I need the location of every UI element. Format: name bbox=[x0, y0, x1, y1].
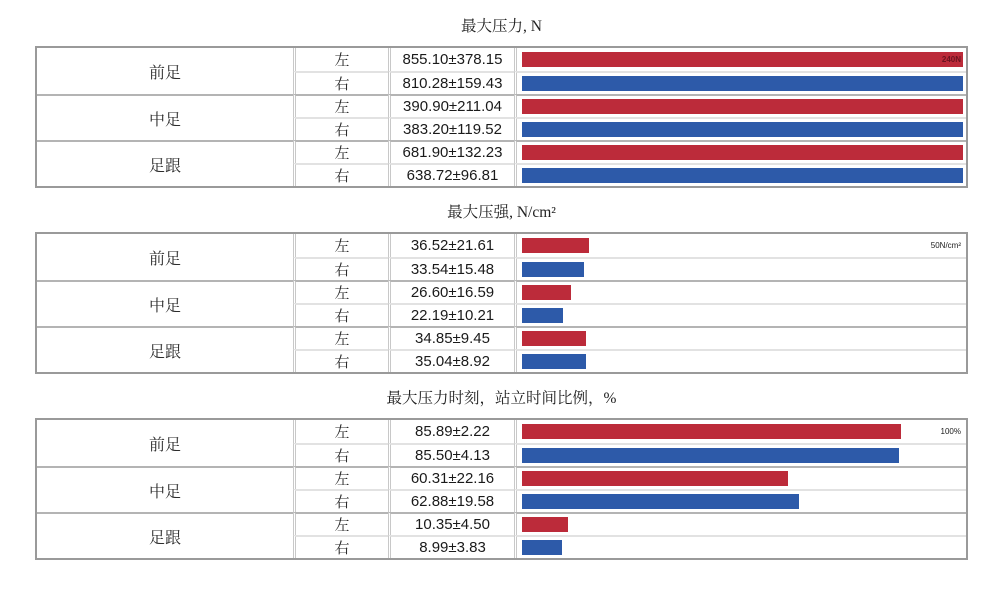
value-cell: 383.20±119.52 bbox=[388, 117, 514, 140]
bar-cell bbox=[514, 94, 966, 117]
left-bar bbox=[522, 145, 963, 160]
side-label: 左 bbox=[293, 512, 388, 535]
right-bar bbox=[522, 494, 799, 509]
right-bar bbox=[522, 168, 963, 183]
bar-cell bbox=[514, 257, 966, 280]
side-label: 左 bbox=[293, 466, 388, 489]
side-label: 右 bbox=[293, 163, 388, 186]
value-cell: 62.88±19.58 bbox=[388, 489, 514, 512]
chart-title: 最大压强, N/cm² bbox=[447, 204, 556, 221]
right-bar bbox=[522, 308, 563, 323]
right-bar bbox=[522, 76, 963, 91]
left-bar bbox=[522, 471, 788, 486]
left-bar bbox=[522, 331, 586, 346]
value-cell: 810.28±159.43 bbox=[388, 71, 514, 94]
region-label: 中足 bbox=[37, 466, 293, 512]
region-label: 前足 bbox=[148, 250, 181, 268]
bar-cell bbox=[514, 48, 966, 71]
left-bar bbox=[522, 52, 963, 67]
side-label: 右 bbox=[293, 489, 388, 512]
chart-section-max-pressure bbox=[35, 202, 968, 374]
axis-scale-label: 100% bbox=[940, 426, 961, 436]
value-cell: 85.50±4.13 bbox=[388, 443, 514, 466]
bar-cell bbox=[514, 489, 966, 512]
bar-cell bbox=[514, 117, 966, 140]
side-label: 左 bbox=[293, 326, 388, 349]
left-bar bbox=[522, 99, 963, 114]
value-cell: 10.35±4.50 bbox=[388, 512, 514, 535]
side-label: 左 bbox=[293, 94, 388, 117]
bar-cell bbox=[514, 512, 966, 535]
right-bar bbox=[522, 354, 586, 369]
value-cell: 8.99±3.83 bbox=[388, 535, 514, 558]
left-bar bbox=[522, 238, 589, 253]
region-label: 前足 bbox=[148, 64, 181, 82]
bar-cell bbox=[514, 443, 966, 466]
region-label: 中足 bbox=[37, 280, 293, 326]
bar-cell bbox=[514, 303, 966, 326]
value-cell: 33.54±15.48 bbox=[388, 257, 514, 280]
side-label: 右 bbox=[293, 117, 388, 140]
pressure-report bbox=[35, 16, 968, 560]
side-label: 左 bbox=[293, 280, 388, 303]
value-cell: 85.89±2.22 bbox=[388, 420, 514, 443]
value-cell: 26.60±16.59 bbox=[388, 280, 514, 303]
bar-cell bbox=[514, 71, 966, 94]
region-label: 足跟 bbox=[37, 140, 293, 186]
side-label: 右 bbox=[293, 443, 388, 466]
axis-scale-label: 50N/cm² bbox=[930, 240, 961, 250]
region-label: 中足 bbox=[37, 94, 293, 140]
chart-title: 最大压力, N bbox=[461, 18, 542, 35]
right-bar bbox=[522, 122, 963, 137]
region-label: 足跟 bbox=[37, 326, 293, 372]
data-table bbox=[35, 46, 968, 188]
side-label: 右 bbox=[293, 535, 388, 558]
value-cell: 60.31±22.16 bbox=[388, 466, 514, 489]
value-cell: 34.85±9.45 bbox=[388, 326, 514, 349]
bar-cell bbox=[514, 280, 966, 303]
value-cell: 681.90±132.23 bbox=[388, 140, 514, 163]
value-cell: 35.04±8.92 bbox=[388, 349, 514, 372]
side-label: 右 bbox=[293, 71, 388, 94]
side-label: 右 bbox=[293, 257, 388, 280]
side-label: 左 bbox=[293, 234, 388, 257]
bar-cell bbox=[514, 163, 966, 186]
left-bar bbox=[522, 285, 571, 300]
side-label: 左 bbox=[293, 420, 388, 443]
bar-cell bbox=[514, 140, 966, 163]
side-label: 左 bbox=[293, 140, 388, 163]
right-bar bbox=[522, 262, 584, 277]
side-label: 右 bbox=[293, 303, 388, 326]
value-cell: 855.10±378.15 bbox=[388, 48, 514, 71]
region-label: 足跟 bbox=[37, 512, 293, 558]
right-bar bbox=[522, 540, 562, 555]
bar-cell bbox=[514, 234, 966, 257]
chart-section-max-force bbox=[35, 16, 968, 188]
region-label: 前足 bbox=[148, 436, 181, 454]
bar-cell bbox=[514, 535, 966, 558]
chart-section-max-force-timing bbox=[35, 388, 968, 560]
bar-cell bbox=[514, 326, 966, 349]
side-label: 右 bbox=[293, 349, 388, 372]
bar-cell bbox=[514, 420, 966, 443]
axis-scale-label: 240N bbox=[941, 54, 961, 64]
value-cell: 390.90±211.04 bbox=[388, 94, 514, 117]
value-cell: 638.72±96.81 bbox=[388, 163, 514, 186]
data-table bbox=[35, 232, 968, 374]
data-table bbox=[35, 418, 968, 560]
value-cell: 36.52±21.61 bbox=[388, 234, 514, 257]
value-cell: 22.19±10.21 bbox=[388, 303, 514, 326]
chart-title: 最大压力时刻，站立时间比例，% bbox=[386, 390, 617, 407]
right-bar bbox=[522, 448, 899, 463]
side-label: 左 bbox=[293, 48, 388, 71]
bar-cell bbox=[514, 349, 966, 372]
left-bar bbox=[522, 517, 568, 532]
bar-cell bbox=[514, 466, 966, 489]
left-bar bbox=[522, 424, 901, 439]
